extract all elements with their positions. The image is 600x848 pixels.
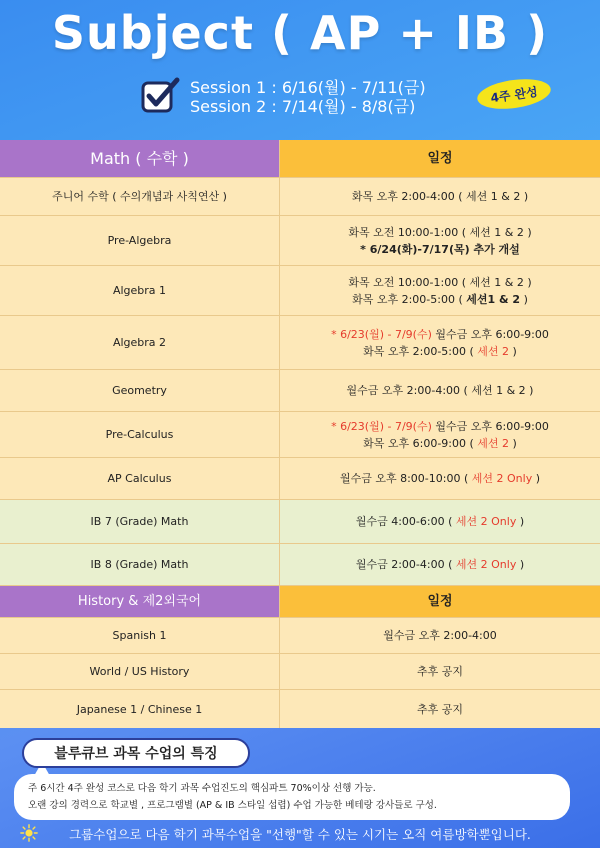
schedule-text: ) bbox=[509, 436, 517, 450]
schedule-text: 화목 오후 2:00-5:00 ( bbox=[363, 344, 478, 358]
schedule-cell bbox=[280, 316, 600, 369]
history-header-label: History & 제2외국어 bbox=[0, 586, 280, 617]
schedule-text: 화목 오후 6:00-9:00 ( bbox=[363, 436, 478, 450]
schedule-line: 화목 오전 10:00-1:00 ( 세션 1 & 2 ) bbox=[348, 225, 532, 239]
schedule-line bbox=[356, 556, 524, 573]
duration-badge: 4주 완성 bbox=[475, 75, 552, 113]
page-title: Subject ( AP + IB ) bbox=[51, 6, 549, 60]
bottom-tagline: 그룹수업으로 다음 학기 과목수업을 "선행"할 수 있는 시기는 오직 여름방학뿐입니다. bbox=[69, 827, 531, 842]
schedule-text: ) bbox=[532, 472, 541, 485]
math-header-label: Math ( 수학 ) bbox=[0, 140, 280, 177]
highlight-dates: * 6/23(월) - 7/9(수) bbox=[331, 419, 432, 433]
schedule-line bbox=[340, 470, 540, 487]
session-label: 세션 2 Only bbox=[455, 515, 517, 528]
schedule-text: 월수금 4:00-6:00 ( bbox=[355, 515, 456, 528]
schedule-cell bbox=[280, 618, 600, 653]
session-label: 세션 2 bbox=[477, 436, 510, 450]
schedule-cell bbox=[280, 544, 600, 585]
schedule-line: 추후 공지 bbox=[416, 665, 463, 678]
schedule-line bbox=[363, 435, 517, 452]
features-title: 블루큐브 과목 수업의 특징 bbox=[22, 738, 250, 768]
schedule-line: 월수금 오후 2:00-4:00 ( 세션 1 & 2 ) bbox=[346, 384, 534, 397]
schedule-text: 화목 오후 2:00-5:00 ( bbox=[352, 292, 467, 306]
feature-line: 주 6시간 4주 완성 코스로 다음 학기 과목 수업진도의 핵심파트 70%이상 선행 가능. bbox=[28, 783, 376, 794]
session-dates bbox=[190, 78, 450, 116]
schedule-line: 화목 오전 10:00-1:00 ( 세션 1 & 2 ) bbox=[348, 275, 532, 289]
table-row bbox=[0, 266, 600, 316]
header bbox=[0, 0, 600, 140]
schedule-text: 월수금 오후 6:00-9:00 bbox=[431, 327, 549, 341]
subject-cell: Japanese 1 / Chinese 1 bbox=[0, 690, 280, 728]
session-1: Session 1 : 6/16(월) - 7/11(금) bbox=[190, 78, 426, 97]
schedule-line: 월수금 오후 2:00-4:00 bbox=[383, 629, 497, 642]
session-2: Session 2 : 7/14(월) - 8/8(금) bbox=[190, 97, 416, 116]
math-header-row bbox=[0, 140, 600, 178]
table-row bbox=[0, 544, 600, 586]
table-row bbox=[0, 458, 600, 500]
schedule-cell bbox=[280, 458, 600, 499]
table-row bbox=[0, 654, 600, 690]
schedule-cell bbox=[280, 178, 600, 215]
subject-cell: IB 8 (Grade) Math bbox=[0, 544, 280, 585]
session-label: 세션 2 Only bbox=[471, 472, 533, 485]
schedule-text: ) bbox=[516, 515, 525, 528]
schedule-cell bbox=[280, 370, 600, 411]
schedule-line bbox=[356, 513, 524, 530]
subject-cell: IB 7 (Grade) Math bbox=[0, 500, 280, 543]
schedule-note: * 6/24(화)-7/17(목) 추가 개설 bbox=[360, 242, 520, 256]
schedule-cell bbox=[280, 500, 600, 543]
schedule-text: 월수금 오후 8:00-10:00 ( bbox=[339, 472, 472, 485]
subject-cell: Geometry bbox=[0, 370, 280, 411]
table-row bbox=[0, 316, 600, 370]
subject-cell: Pre-Algebra bbox=[0, 216, 280, 265]
schedule-cell bbox=[280, 266, 600, 315]
history-schedule-header: 일정 bbox=[280, 586, 600, 617]
session-label: 세션 2 Only bbox=[455, 558, 517, 571]
session-label: 세션 2 bbox=[477, 344, 510, 358]
schedule-line: 추후 공지 bbox=[416, 702, 463, 716]
schedule-line bbox=[352, 291, 528, 308]
subject-cell: AP Calculus bbox=[0, 458, 280, 499]
table-row bbox=[0, 216, 600, 266]
subject-cell: Algebra 2 bbox=[0, 316, 280, 369]
checkbox-check-icon bbox=[140, 76, 180, 116]
table-row bbox=[0, 690, 600, 728]
schedule-text: ) bbox=[520, 292, 528, 306]
schedule-line: 화목 오후 2:00-4:00 ( 세션 1 & 2 ) bbox=[351, 190, 529, 203]
highlight-dates: * 6/23(월) - 7/9(수) bbox=[331, 327, 432, 341]
table-row bbox=[0, 370, 600, 412]
table-row bbox=[0, 500, 600, 544]
table-row bbox=[0, 618, 600, 654]
subject-cell: World / US History bbox=[0, 654, 280, 689]
schedule-text: 월수금 2:00-4:00 ( bbox=[355, 558, 456, 571]
schedule-text: ) bbox=[509, 344, 517, 358]
schedule-line bbox=[331, 326, 549, 343]
schedule-cell bbox=[280, 412, 600, 457]
subject-cell: Algebra 1 bbox=[0, 266, 280, 315]
math-schedule-header: 일정 bbox=[280, 140, 600, 177]
table-row bbox=[0, 412, 600, 458]
subject-cell: Pre-Calculus bbox=[0, 412, 280, 457]
schedule-text: 월수금 오후 6:00-9:00 bbox=[431, 419, 549, 433]
subject-cell: 주니어 수학 ( 수의개념과 사칙연산 ) bbox=[0, 178, 280, 215]
schedule-cell bbox=[280, 654, 600, 689]
feature-line: 오랜 강의 경력으로 학교별 , 프로그램별 (AP & IB 스타일 섭렵) 수업 가능한 베테랑 강사들로 구성. bbox=[28, 800, 437, 811]
schedule-line bbox=[363, 343, 517, 360]
history-header-row bbox=[0, 586, 600, 618]
table-row bbox=[0, 178, 600, 216]
schedule-cell bbox=[280, 216, 600, 265]
subject-cell: Spanish 1 bbox=[0, 618, 280, 653]
session-label: 세션1 & 2 bbox=[466, 292, 521, 306]
schedule-line bbox=[331, 418, 549, 435]
schedule-cell bbox=[280, 690, 600, 728]
schedule-table bbox=[0, 140, 600, 728]
schedule-text: ) bbox=[516, 558, 525, 571]
features-box bbox=[14, 774, 570, 820]
